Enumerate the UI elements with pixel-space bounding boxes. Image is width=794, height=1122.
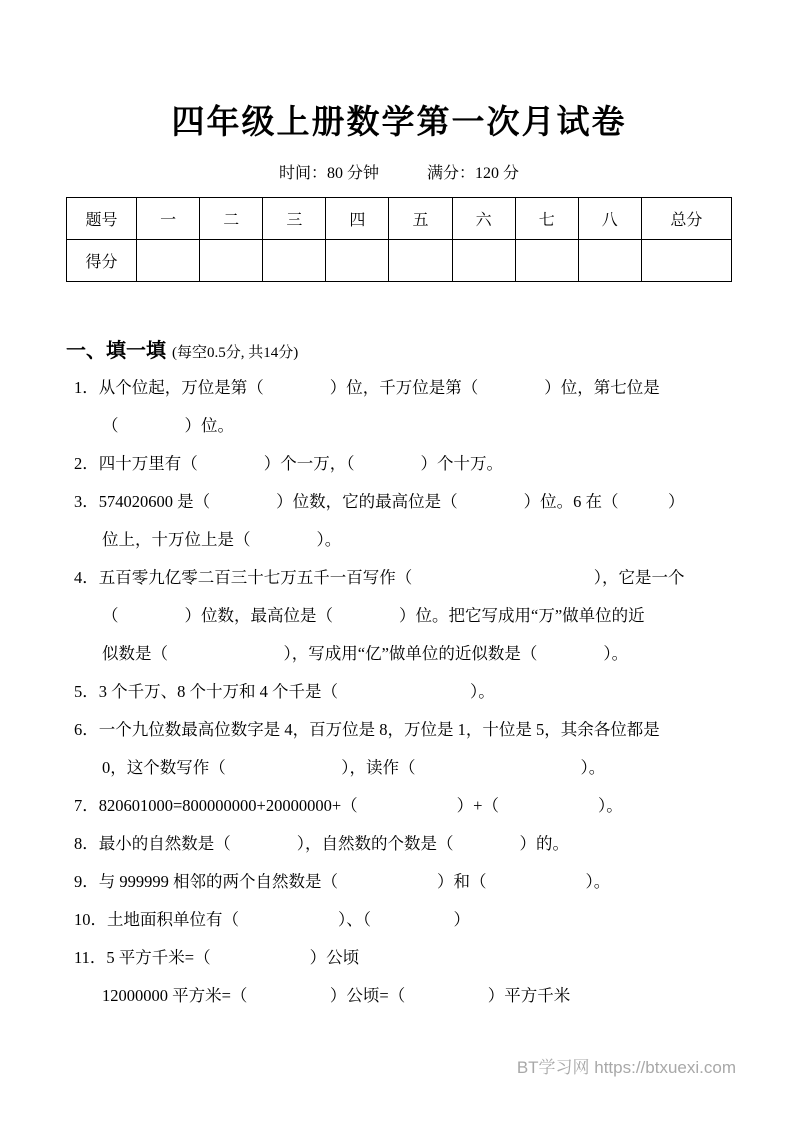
question-11-line-2: 12000000 平方米=（ ）公顷=（ ）平方千米: [102, 986, 571, 1005]
question-4-line-3: 似数是（ ），写成用“亿”做单位的近似数是（ ）。: [102, 644, 629, 663]
question-6-line-1: 6．一个九位数最高位数字是 4，百万位是 8，万位是 1，十位是 5，其余各位都是: [74, 720, 660, 739]
score-table-header-row: [67, 198, 732, 240]
question-10-line-1: 10．土地面积单位有（ ）、（ ）: [74, 910, 470, 929]
score-table-header-cell: 七: [515, 198, 578, 240]
exam-time-label: 时间：80 分钟: [278, 165, 379, 182]
score-table-score-row: [67, 240, 732, 282]
score-entry-cell: [326, 240, 389, 282]
score-entry-cell: [578, 240, 641, 282]
question-3-line-1: 3．574020600 是（ ）位数，它的最高位是（ ）位。6 在（ ）: [74, 492, 685, 511]
question-4-line-1: 4．五百零九亿零二百三十七万五千一百写作（ ），它是一个: [74, 568, 685, 587]
score-table-header-cell: 三: [263, 198, 326, 240]
question-8-line-1: 8．最小的自然数是（ ），自然数的个数是（ ）的。: [74, 834, 569, 853]
exam-fullscore-label: 满分：120 分: [427, 165, 520, 182]
question-4-line-2: （ ）位数，最高位是（ ）位。把它写成用“万”做单位的近: [102, 606, 645, 625]
question-list: [66, 369, 732, 1015]
score-entry-cell: [641, 240, 731, 282]
question-2-line-1: 2．四十万里有（ ）个一万，（ ）个十万。: [74, 454, 503, 473]
question-7-line-1: 7．820601000=800000000+20000000+（ ）+（ ）。: [74, 796, 623, 815]
footer-watermark: BT学习网 https://btxuexi.com: [516, 1058, 736, 1077]
question-3-line-2: 位上，十万位上是（ ）。: [102, 530, 342, 549]
score-table-header-cell: 六: [452, 198, 515, 240]
score-entry-cell: [137, 240, 200, 282]
score-table-header-cell: 八: [578, 198, 641, 240]
section-heading: [66, 334, 732, 363]
score-table: [66, 197, 732, 282]
question-1-line-1: 1．从个位起，万位是第（ ）位，千万位是第（ ）位，第七位是: [74, 378, 660, 397]
score-table-header-cell: 二: [200, 198, 263, 240]
score-table-header-cell: 总分: [641, 198, 731, 240]
section-note: (每空0.5分, 共14分): [172, 345, 299, 361]
section-title: 一、填一填: [66, 340, 166, 362]
question-9-line-1: 9．与 999999 相邻的两个自然数是（ ）和（ ）。: [74, 872, 611, 891]
score-label-cell: 得分: [67, 240, 137, 282]
score-table-header-cell: 四: [326, 198, 389, 240]
score-table-header-cell: 题号: [67, 198, 137, 240]
score-entry-cell: [452, 240, 515, 282]
score-entry-cell: [515, 240, 578, 282]
question-6-line-2: 0，这个数写作（ ），读作（ ）。: [102, 758, 606, 777]
score-entry-cell: [263, 240, 326, 282]
score-entry-cell: [389, 240, 452, 282]
score-entry-cell: [200, 240, 263, 282]
exam-meta: [66, 160, 732, 183]
question-5-line-1: 5．3 个千万、8 个十万和 4 个千是（ ）。: [74, 682, 495, 701]
score-table-header-cell: 一: [137, 198, 200, 240]
page-title: 四年级上册数学第一次月试卷: [171, 105, 627, 141]
question-11-line-1: 11．5 平方千米=（ ）公顷: [74, 948, 360, 967]
score-table-header-cell: 五: [389, 198, 452, 240]
question-1-line-2: （ ）位。: [102, 416, 234, 435]
